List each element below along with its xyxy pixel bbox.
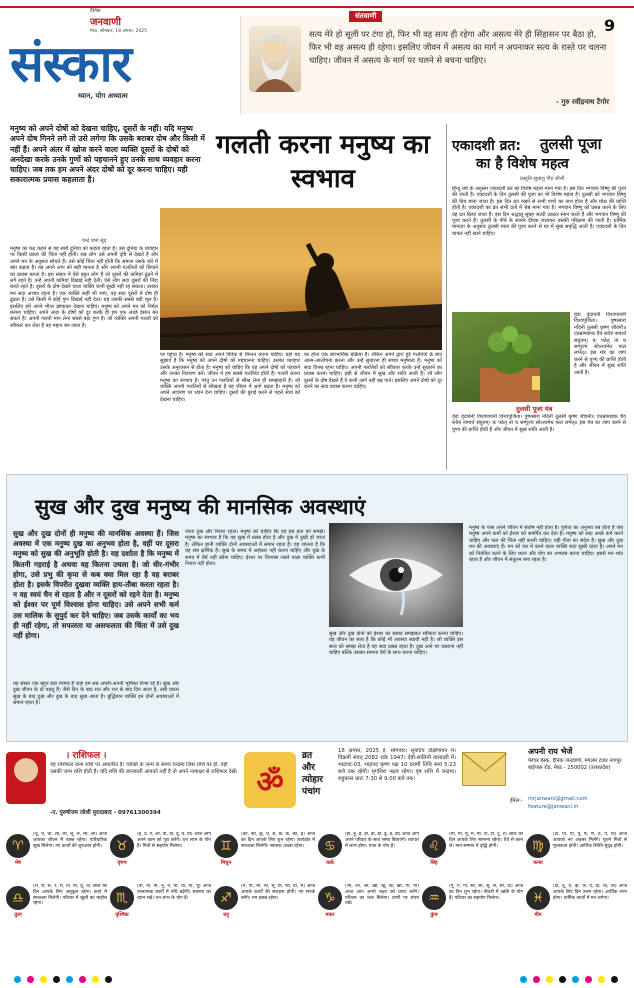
dot-icon [533, 976, 540, 983]
astrologer-avatar [6, 752, 46, 804]
article2-subhead: तुलसी पूजा मंत्र [516, 405, 553, 413]
libra-icon: ♎ [6, 886, 30, 910]
rashi-kumbh [422, 884, 524, 930]
tulsi-photo [452, 312, 570, 402]
rashi-mesh [6, 832, 108, 878]
article2-headline-2: तुलसी पूजा [540, 135, 602, 153]
article2-headline-1: एकादशी व्रत: [452, 138, 521, 154]
dot-icon [611, 976, 618, 983]
rashi-text: (ही, हू, हे, हो, डा, डी, डू, डे, डो) आज आप अपने परिवार के साथ समय बिताएंगे। व्यापार में लाभ होगा। यात्रा के योग हैं। [345, 832, 419, 849]
rashi-name: मेष [15, 860, 21, 866]
envelope-icon [462, 752, 506, 786]
registration-dots-right [520, 976, 618, 983]
article2-byline: प्रस्तुति-सुधांशु गौड़ जोशी [520, 176, 565, 182]
rashi-text: (तो, ना, नी, नू, ने, नो, या, यी, यू) आज रचनात्मक कार्यों में रुचि बढ़ेगी। स्वास्थ्य का ध्यान रखें। धन लाभ के योग हैं। [137, 884, 211, 901]
rashi-text: (का, की, कू, घ, ङ, छ, के, को, ह) आज का दिन आपके लिए शुभ रहेगा। कार्यक्षेत्र में सफलता मिलेगी। स्वास्थ्य अच्छा रहेगा। [241, 832, 315, 849]
rashifal-header [6, 746, 242, 830]
feedback-email[interactable]: mrjanwani@gmail.com [528, 796, 588, 802]
rashi-text: (दी, दू, थ, झ, ञ, दे, दो, चा, ची) आज आपके लिए दिन उत्तम रहेगा। आर्थिक लाभ होगा। धार्मिक कार्यों में मन लगेगा। [553, 884, 627, 901]
rashi-name: वृश्चिक [115, 912, 129, 918]
article2-side: वृंदा वृंदावनी विश्वपावनी विश्वपूजिता। पुष्पसारा नंदिनी तुलसी कृष्ण जीवनी॥ एतन्नामाष्टक चैव स्तोत्रं नामार्थं संयुतम्। यः पठेत् तां च सम्पूज्य सोऽश्वमेध फलं लभेत्॥ इस मंत्र का जाप करने से पुण्य की प्राप्ति होती है और जीवन में सुख शांति आती है। [574, 312, 626, 376]
panchang-box [244, 746, 458, 830]
article1-body-col3: का होना एक स्वाभाविक प्रक्रिया है। लेकिन अपने द्वारा हुई गलतियों के बाद आत्म-आलोचना करना और उन्हें सुधारना ही सच्चा मनुष्यत्व है। मनुष्य को सदा विनम्र रहना चाहिए। अपनी गलतियों को स्वीकार करके उन्हें सुधारने का प्रयास करना चाहिए। इसी से जीवन में सुख और शांति आती है। जो लोग दूसरों के दोष देखते हैं वे कभी आगे नहीं बढ़ पाते। इसलिए अपने दोषों को दूर करने का सदा प्रयास करना चाहिए। [304, 352, 442, 391]
rashifal-intro: यह राशिफल जन्म राशि पर आधारित है। व्यक्ति के जन्म के समय चन्द्रमा जिस राशि पर हो, वही उसकी जन्म राशि होती है। यदि राशि की जानकारी आपको नहीं है तो अपने नामाक्षर से राशिफल देखें। [50, 762, 238, 775]
leo-icon: ♌ [422, 834, 446, 858]
article1-headline: गलती करना मनुष्य का स्वभाव [216, 130, 430, 194]
section-tag: संतवाणी [349, 11, 382, 22]
dot-icon [14, 976, 21, 983]
rashi-text: (गू, गे, गो, सा, सी, सू, से, सो, दा) आज का दिन शुभ रहेगा। नौकरी में उन्नति के योग हैं। परिवार का सहयोग मिलेगा। [449, 884, 523, 901]
dot-icon [79, 976, 86, 983]
rashi-text: (ये, यो, भा, भी, भू, धा, फा, ढा, भे) आज आपके कार्यों की सराहना होगी। नए संपर्क बनेंगे। मन प्रसन्न रहेगा। [241, 884, 315, 901]
rashi-name: सिंह [430, 860, 438, 866]
cancer-icon: ♋ [318, 834, 342, 858]
dot-icon [598, 976, 605, 983]
virgo-icon: ♍ [526, 834, 550, 858]
panchang-title-4: पंचांग [302, 787, 321, 797]
panchang-title-3: त्योहार [302, 775, 323, 785]
rashi-kanya [526, 832, 628, 878]
santvani-box [240, 12, 615, 114]
feedback-title: अपनी राय भेजें [528, 747, 573, 756]
dot-icon [572, 976, 579, 983]
rashifal-author: -ए. पुरुषोत्तम जोशी मुरादाबाद - 09761300394 [50, 810, 161, 816]
rashi-mithun [214, 832, 316, 878]
taurus-icon: ♉ [110, 834, 134, 858]
panchang-text: 18 अगस्त, 2025 ई. सोमवार। सूर्योदय दक्षिणायन में। विक्रमी संवत् 2082 शके 1947। देवी-सालिनी वासादरी में। भाद्रपद-03, भाद्रपद कृष्ण पक्ष 10 दशमी तिथि सायं 5:23 बजे तक रहेगी। मृगशिरा नक्षत्र रहेगा। वृष राशि में चन्द्रमा। राहुकाल प्रातः 7:30 से 9:00 बजे तक। [338, 748, 456, 782]
col-rule-1 [446, 124, 447, 470]
dot-icon [559, 976, 566, 983]
rashi-name: कुंभ [430, 912, 438, 918]
dot-icon [105, 976, 112, 983]
rashi-meen [526, 884, 628, 930]
article3-body-2: जाता दुख और निराश रहता। मनुष्य को चाहिए कि वह इस बात को समझे। मनुष्य का स्वभाव है कि वह सुख में प्रसन्न होता है और दुख में दुखी हो जाता है। लेकिन ज्ञानी व्यक्ति दोनों अवस्थाओं में समान रहता है। वह जानता है कि यह सब क्षणिक है। सुख के समय में अहंकार नहीं करना चाहिए और दुख के समय में धैर्य नहीं खोना चाहिए। ईश्वर पर विश्वास रखने वाला व्यक्ति कभी निराश नहीं होता। [185, 529, 325, 568]
gemini-icon: ♊ [214, 834, 238, 858]
feedback-box [462, 746, 628, 830]
dot-icon [27, 976, 34, 983]
article1-body-col2: पर पहुंचा है। मनुष्य को सदा अपने विवेक से चिन्तन करना चाहिए। यहां यह सुझाव है कि मनुष्य को अपने दोषों को पहचानना चाहिए। उसका व्यवहार उसके अनुशासन से होता है। मनुष्य को चाहिए कि वह अपने दोषों को पहचाने और उनका निवारण करे। जीवन में हम सबसे गलतियां होती हैं। गलती करना मनुष्य का स्वभाव है। परंतु उन गलतियों से सीख लेना ही समझदारी है। जो व्यक्ति अपनी गलतियों से सीखता है वह जीवन में आगे बढ़ता है। मनुष्य को अपने आचरण पर ध्यान देना चाहिए। दूसरों की बुराई करने से पहले स्वयं को देखना चाहिए। [160, 352, 300, 403]
dot-icon [520, 976, 527, 983]
dot-icon [546, 976, 553, 983]
article2-body-2: वृंदा वृंदावनी विश्वपावनी विश्वपूजिता। पुष्पसारा नंदिनी तुलसी कृष्ण जीवनी॥ एतन्नामाष्टक चैव स्तोत्रं नामार्थं संयुतम्। यः पठेत् तां च सम्पूज्य सोऽश्वमेध फलं लभेत्॥ इस मंत्र का जाप करने से पुण्य की प्राप्ति होती है और जीवन में सुख शांति आती है। [452, 414, 626, 433]
aquarius-icon: ♒ [422, 886, 446, 910]
article1-body-col1: मनुष्य का कद कहने से वह सारी दुनिया को कहता रहता है। उसे दुनिया के व्यवहार पर किसी प्रकार की चिंता नहीं होती। सब लोग उसे अपनी दृष्टि से देखते हैं और अपने मन के अनुसार सोचते हैं। उसे कोई चिंता नहीं होती कि समाज उसके बारे में क्या कहता है। वह अपने आप को सही मानता है और अपनी गलतियों को छिपाने का प्रयास करता है। इस संसार में ऐसे बहुत लोग हैं जो दूसरों की कमियां ढूंढने में लगे रहते हैं। उन्हें अपनी कमियां दिखाई नहीं देतीं। ऐसे लोग सदा दूसरों की निंदा करते रहते हैं। दूसरों के दोष देखने वाला व्यक्ति कभी सुखी नहीं रह सकता। उसका मन सदा अशांत रहता है। एक व्यक्ति कहीं भी जाए, वह सदा दूसरों में दोष ही ढूंढता है। उसे किसी में कोई गुण दिखाई नहीं देता। यह उसकी सबसे बड़ी भूल है। इसलिए हमें अपने भीतर झांककर देखना चाहिए। मनुष्य को अपने मन को निर्मल बनाना चाहिए। अपने अंदर के दोषों को दूर करके ही हम एक अच्छे इंसान बन सकते हैं। अपनी गलती मान लेना सबसे बड़ा गुण है। जो व्यक्ति अपनी गलती को स्वीकार कर लेता है वह महान बन जाता है। [10, 246, 158, 329]
masthead [10, 8, 210, 118]
rashi-grid [6, 832, 628, 972]
rashi-name: धनु [223, 912, 229, 918]
rashi-text: (चू, चे, चो, ला, ली, लू, ले, लो, आ) आज आपका जीवन में व्यस्त रहेगा। पारिवारिक सुख मिलेगा। नए कार्यों की शुरुआत होगी। [33, 832, 107, 849]
dot-icon [585, 976, 592, 983]
sagittarius-icon: ♐ [214, 886, 238, 910]
scorpio-icon: ♏ [110, 886, 134, 910]
capricorn-icon: ♑ [318, 886, 342, 910]
panchang-title-1: व्रत [302, 751, 313, 761]
article3-body-1: यह संसार एक बहुत बड़ा रंगमंच है जहां हम सब अपनी-अपनी भूमिका निभा रहे हैं। सुख और दुख जीवन के दो पहलू हैं। जैसे दिन के बाद रात और रात के बाद दिन आता है, उसी प्रकार सुख के बाद दुख और दुख के बाद सुख आता है। बुद्धिमान व्यक्ति इन दोनों अवस्थाओं में समान रहता है। [13, 681, 179, 707]
dateline: मेरठ, सोमवार, 18 अगस्त, 2025 [90, 29, 148, 34]
article1-photo [160, 208, 442, 350]
rashi-name: मीन [534, 912, 542, 918]
santvani-author: - गुरु रवींद्रनाथ टैगोर [556, 98, 609, 106]
rashi-name: मिथुन [220, 860, 232, 866]
rashi-vrishchik [110, 884, 212, 930]
rashi-text: (भो, जा, जी, खी, खू, खे, खो, गा, गी) आज आप अपने लक्ष्य को प्राप्त करेंगे। परिश्रम का फल मिलेगा। वाणी पर संयम रखें। [345, 884, 419, 907]
feedback-text: फीचर डेस्क, दैनिक जनवाणी, मंगलम टावर नागपुर बाईपास रोड, मेरठ - 250002 (उत्तरप्रदेश) [528, 758, 622, 771]
panchang-title-2: और [302, 763, 315, 773]
article2-body: हिन्दू धर्म के अनुसार एकादशी व्रत का विशेष महत्व माना गया है। इस दिन भगवान विष्णु की पूजा की जाती है। एकादशी के दिन तुलसी की पूजा का भी विशेष महत्व है। तुलसी को भगवान विष्णु की प्रिय माना जाता है। इस दिन व्रत रखने से सभी पापों का नाश होता है और मोक्ष की प्राप्ति होती है। एकादशी का व्रत सभी व्रतों में श्रेष्ठ माना गया है। भगवान विष्णु को प्रसन्न करने के लिए यह व्रत किया जाता है। इस दिन श्रद्धालु सुबह जल्दी उठकर स्नान करते हैं और भगवान विष्णु की पूजा करते हैं। तुलसी के पौधे के सामने दीपक जलाकर उसकी परिक्रमा की जाती है। धार्मिक मान्यता के अनुसार तुलसी माता की पूजा करने से घर में सुख समृद्धि आती है। एकादशी के दिन चावल नहीं खाने चाहिए। [452, 186, 626, 237]
article1-lead: मनुष्य को अपने दोषों को देखना चाहिए, दूसरों के नहीं। यदि मनुष्य अपने दोष गिनने लगे तो उसे लगेगा कि उसके बराबर दोष और किसी में नहीं हैं। अपने अंतर में खोज करने वाला व्यक्ति दूसरों के दोषों को अनदेखा करके उनके गुणों को पहचानने हुए उनके साथ व्यवहार करना चाहिए। जब तक हम अपने अंदर दोषों को दूर करना चाहिए। यही सकारात्मक प्रयास कहलाता है। [10, 124, 205, 185]
rashi-name: कर्क [326, 860, 334, 866]
article2-headline-3: का है विशेष महत्व [476, 156, 569, 172]
dot-icon [53, 976, 60, 983]
dot-icon [40, 976, 47, 983]
rashi-text: (मा, मी, मू, मे, मो, टा, टी, टू, टे) आज का दिन आपके लिए सामान्य रहेगा। धैर्य से काम लें। मान सम्मान में वृद्धि होगी। [449, 832, 523, 849]
dot-icon [66, 976, 73, 983]
eye-photo [329, 523, 463, 627]
rashi-text: (इ, उ, ए, ओ, वा, वी, वू, वे, वो) आज आप अपने काम को पूरा करेंगे। धन लाभ के योग हैं। मित्रों से सहयोग मिलेगा। [137, 832, 211, 849]
paper-sub: दैनिक [90, 8, 101, 14]
masthead-title: संस्कार [10, 34, 132, 93]
dot-icon [92, 976, 99, 983]
rashi-vrishabh [110, 832, 212, 878]
rashi-name: वृषभ [117, 860, 127, 866]
rashi-dhanu [214, 884, 316, 930]
top-rule [0, 6, 634, 8]
article3-box [6, 474, 628, 742]
rashifal-title: । राशिफल । [66, 751, 107, 761]
pisces-icon: ♓ [526, 886, 550, 910]
santvani-quote: सत्य मेरे हो सूली पर टंगा हो, फिर भी वह सत्य ही रहेगा और असत्य मेरे ही सिंहासन पर बैठा हो, फिर भी वह असत्य ही रहेगा। इसलिए जीवन में असत्य का मार्ग न अपनाकर सत्य के रास्ते पर चलना चाहिए। जीवन में असत्य के मार्ग पर चलने से बचना चाहिए। [309, 29, 607, 65]
article3-body-4: मनुष्य के पास अपने जीवन में संतोष नहीं होता है। पूर्णता का अनुभव तब होता है जब मनुष्य अपने कर्मों को ईश्वर को समर्पित कर देता है। मनुष्य को सदा अच्छे कर्म करने चाहिए और फल की चिंता नहीं करनी चाहिए। यही गीता का संदेश है। सुख और दुख मन की अवस्थाएं हैं। मन को वश में करने वाला व्यक्ति सदा सुखी रहता है। अपने मन को नियंत्रित करने के लिए ध्यान और योग का अभ्यास करना चाहिए। इससे मन शांत रहता है और जीवन में संतुलन बना रहता है। [469, 525, 623, 564]
aries-icon: ♈ [6, 834, 30, 858]
rashi-singh [422, 832, 524, 878]
registration-dots-left [14, 976, 112, 983]
article3-body-3: सुख और दुख दोनों को ईश्वर का प्रसाद समझकर स्वीकार करना चाहिए। यह जीवन का सत्य है कि कोई भी अवस्था स्थायी नहीं है। जो व्यक्ति इस सत्य को समझ लेता है वह सदा प्रसन्न रहता है। दुख आने पर घबराना नहीं चाहिए बल्कि उसका सामना धैर्य के साथ करना चाहिए। [329, 631, 463, 657]
paper-name: जनवाणी [90, 17, 121, 28]
article3-lead: सुख और दुख दोनों ही मनुष्य की मानसिक अवस्था हैं। जिस अवस्था में एक मनुष्य दुख का अनुभव होता है, वहीं पर दूसरा मनुष्य को सुख की अनुभूति होती है। यह दर्शाता है कि मनुष्य में कितनी गहराई है अथवा वह कितना उथला है। जो धीर-गंभीर होगा, उसे प्रभु की कृपा से कब क्या मिल रहा है वह बराबर होता है। इसके विपरीत दुखवा व्यक्ति हाय-तौबा करता रहता है। न वह स्वयं चैन से रहता है और न दूसरों को रहने देता है। मनुष्य को ईश्वर पर पूर्ण विश्वास होना चाहिए। उसे अपने सभी कर्म उस मालिक के सुपुर्द कर देने चाहिए। जब उसके कार्यों का भय ही नहीं रहेगा, तो सफलता या असफलता की चिंता में उसे दुख नहीं होगा। [13, 529, 179, 641]
page-number: 9 [604, 16, 616, 35]
rashi-name: मकर [325, 912, 335, 918]
rashi-kark [318, 832, 420, 878]
rashi-name: कन्या [533, 860, 543, 866]
article3-headline: सुख और दुख मनुष्य की मानसिक अवस्थाएं [35, 495, 366, 519]
rashi-tula [6, 884, 108, 930]
rashi-name: तुला [14, 912, 22, 918]
rashi-text: (टो, पा, पी, पू, ष, ण, ठ, पे, पो) आज आपको नए अवसर मिलेंगे। पुराने मित्रों से मुलाकात होगी। आर्थिक स्थिति सुदृढ़ होगी। [553, 832, 627, 849]
tagore-portrait [249, 26, 301, 92]
masthead-tagline: ध्यान, योग अध्यात्म [78, 92, 128, 100]
om-icon: ॐ [244, 752, 296, 808]
feedback-email-2[interactable]: feature@janwani.in [528, 804, 579, 810]
feedback-email-label: ईमेल:- [510, 798, 523, 804]
article1-byline: चन्द्र प्रभा सूद [82, 238, 107, 244]
rashi-makar [318, 884, 420, 930]
rashi-text: (रा, री, रू, रे, रो, ता, ती, तू, ते) आज का दिन आपके लिए अनुकूल रहेगा। कार्य में सफलता मिलेगी। परिवार में खुशी का माहौल रहेगा। [33, 884, 107, 907]
